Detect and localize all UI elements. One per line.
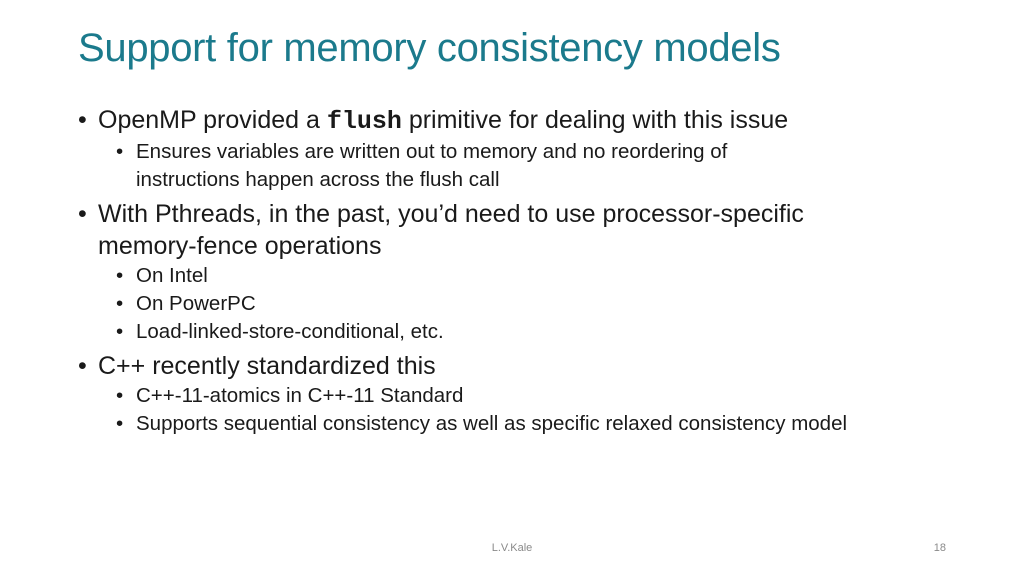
- slide-title: Support for memory consistency models: [78, 26, 781, 70]
- sub-bullet-cpp11-atomics: • C++-11-atomics in C++-11 Standard: [116, 382, 958, 410]
- bullet-openmp-text-pre: OpenMP provided a: [98, 106, 327, 134]
- sub-bullet-intel: • On Intel: [116, 262, 958, 290]
- bullet-openmp: [78, 104, 958, 138]
- bullet-list: [78, 100, 958, 438]
- sub-bullet-powerpc: • On PowerPC: [116, 290, 958, 318]
- sub-bullet-flush-ensures: • Ensures variables are written out to memory and no reordering of instructions happen across the flush call: [116, 138, 836, 194]
- flush-code: flush: [326, 107, 402, 136]
- bullet-openmp-text-post: primitive for dealing with this issue: [401, 106, 789, 134]
- bullet-cpp: • C++ recently standardized this: [78, 350, 958, 382]
- sub-bullet-llsc: • Load-linked-store-conditional, etc.: [116, 318, 958, 346]
- page-number: 18: [933, 542, 946, 554]
- sub-bullet-sequential-consistency: • Supports sequential consistency as well as specific relaxed consistency model: [116, 410, 958, 438]
- footer-author: L.V.Kale: [491, 542, 533, 554]
- bullet-pthreads: • With Pthreads, in the past, you’d need to use processor-specific memory-fence operations: [78, 198, 878, 262]
